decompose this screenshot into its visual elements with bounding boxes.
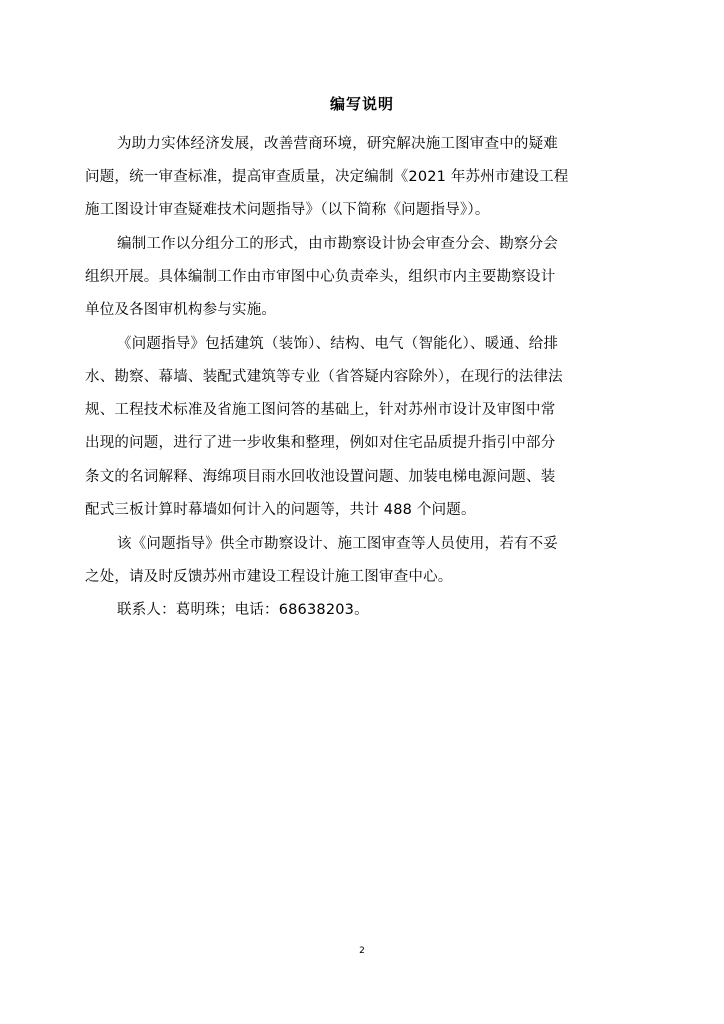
paragraph-2-line-3: 单位及各图审机构参与实施。 (85, 302, 277, 318)
document-title: 编写说明 (329, 95, 394, 113)
paragraph-3-line-4: 出现的问题，进行了进一步收集和整理，例如对住宅品质提升指引中部分 (85, 435, 556, 451)
paragraph-3-line-2: 水、勘察、幕墙、装配式建筑等专业（省答疑内容除外），在现行的法律法 (85, 369, 563, 385)
paragraph-3-line-6: 配式三板计算时幕墙如何计入的问题等，共计 488 个问题。 (85, 502, 476, 518)
paragraph-2-line-2: 组织开展。具体编制工作由市审图中心负责牵头，组织市内主要勘察设计 (85, 269, 556, 285)
paragraph-1-line-1: 为助力实体经济发展，改善营商环境，研究解决施工图审查中的疑难 (117, 136, 558, 152)
paragraph-1-line-2: 问题，统一审查标准，提高审查质量，决定编制《2021 年苏州市建设工程 (85, 169, 569, 185)
paragraph-3-line-3: 规、工程技术标准及省施工图问答的基础上，针对苏州市设计及审图中常 (85, 402, 556, 418)
paragraph-3-line-5: 条文的名词解释、海绵项目雨水回收池设置问题、加装电梯电源问题、装 (85, 469, 556, 485)
paragraph-4-line-1: 该《问题指导》供全市勘察设计、施工图审查等人员使用，若有不妥 (117, 536, 558, 552)
paragraph-2-line-1: 编制工作以分组分工的形式，由市勘察设计协会审查分会、勘察分会 (117, 236, 558, 252)
paragraph-4-line-2: 之处，请及时反馈苏州市建设工程设计施工图审查中心。 (85, 569, 453, 585)
paragraph-3-line-1: 《问题指导》包括建筑（装饰）、结构、电气（智能化）、暖通、给排 (117, 336, 559, 352)
paragraph-1-line-3: 施工图设计审查疑难技术问题指导》（以下简称《问题指导》）。 (85, 202, 490, 218)
page-number: 2 (359, 946, 365, 956)
contact-line: 联系人：葛明珠；电话：68638203。 (117, 602, 369, 618)
